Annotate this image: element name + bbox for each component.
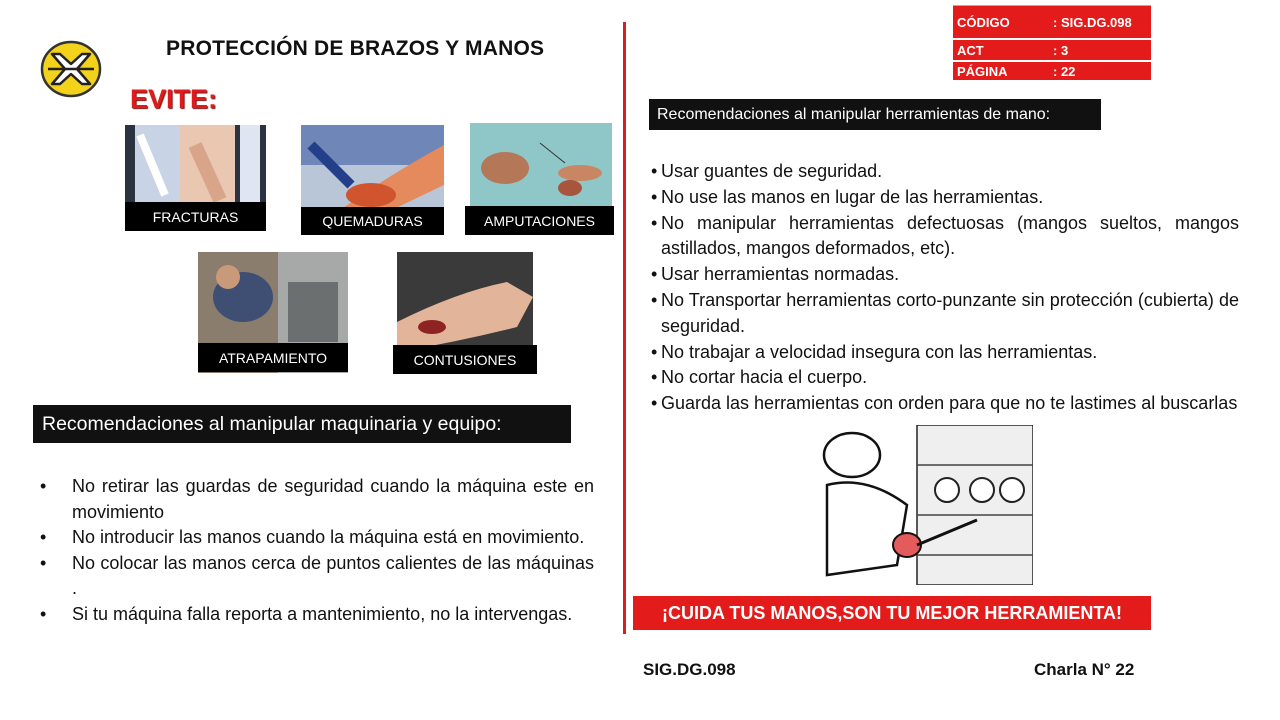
page-key: PÁGINA (957, 63, 1008, 79)
atrapamiento-label: ATRAPAMIENTO (198, 343, 348, 372)
worker-illustration (807, 425, 1033, 585)
amputaciones-label: AMPUTACIONES (465, 206, 614, 235)
list-item: • No trabajar a velocidad insegura con las herramientas. (651, 340, 1239, 366)
code-key: CÓDIGO (957, 14, 1010, 30)
footer-code: SIG.DG.098 (643, 660, 736, 679)
act-key: ACT (957, 42, 984, 58)
code-box (953, 5, 1151, 82)
list-item: • No introducir las manos cuando la máquina está en movimiento. (40, 525, 594, 551)
slogan-banner: ¡CUIDA TUS MANOS,SON TU MEJOR HERRAMIENTA! (633, 596, 1151, 630)
code-row (953, 5, 1151, 40)
machinery-heading: Recomendaciones al manipular maquinaria y equipo: (33, 405, 571, 443)
act-row (953, 40, 1151, 62)
footer-charla: Charla N° 22 (1034, 660, 1135, 679)
list-item: • Si tu máquina falla reporta a mantenimiento, no la intervengas. (40, 602, 594, 628)
machinery-list (40, 474, 594, 627)
list-item: • No use las manos en lugar de las herramientas. (651, 185, 1239, 211)
list-item: • Guarda las herramientas con orden para que no te lastimes al buscarlas (651, 391, 1239, 417)
list-item: • No Transportar herramientas corto-punzante sin protección (cubierta) de seguridad. (651, 288, 1239, 340)
evite-heading: EVITE: (130, 84, 218, 114)
hand-tools-list (651, 159, 1239, 417)
list-item: • No colocar las manos cerca de puntos calientes de las máquinas . (40, 551, 594, 602)
fracturas-label: FRACTURAS (125, 202, 266, 231)
list-item: • No retirar las guardas de seguridad cuando la máquina este en movimiento (40, 474, 594, 525)
page-title: PROTECCIÓN DE BRAZOS Y MANOS (166, 37, 545, 60)
list-item: • Usar herramientas normadas. (651, 262, 1239, 288)
page-row (953, 62, 1151, 82)
list-item: • Usar guantes de seguridad. (651, 159, 1239, 185)
vertical-divider (623, 22, 626, 634)
act-value: : 3 (1053, 42, 1069, 58)
page-value: : 22 (1053, 63, 1076, 79)
list-item: • No cortar hacia el cuerpo. (651, 365, 1239, 391)
list-item: • No manipular herramientas defectuosas (mangos sueltos, mangos astillados, mangos deformados, etc). (651, 211, 1239, 263)
code-value: : SIG.DG.098 (1053, 14, 1132, 30)
contusiones-label: CONTUSIONES (393, 345, 537, 374)
company-logo (40, 40, 102, 98)
hand-tools-heading: Recomendaciones al manipular herramientas de mano: (649, 99, 1101, 130)
quemaduras-label: QUEMADURAS (301, 207, 444, 235)
